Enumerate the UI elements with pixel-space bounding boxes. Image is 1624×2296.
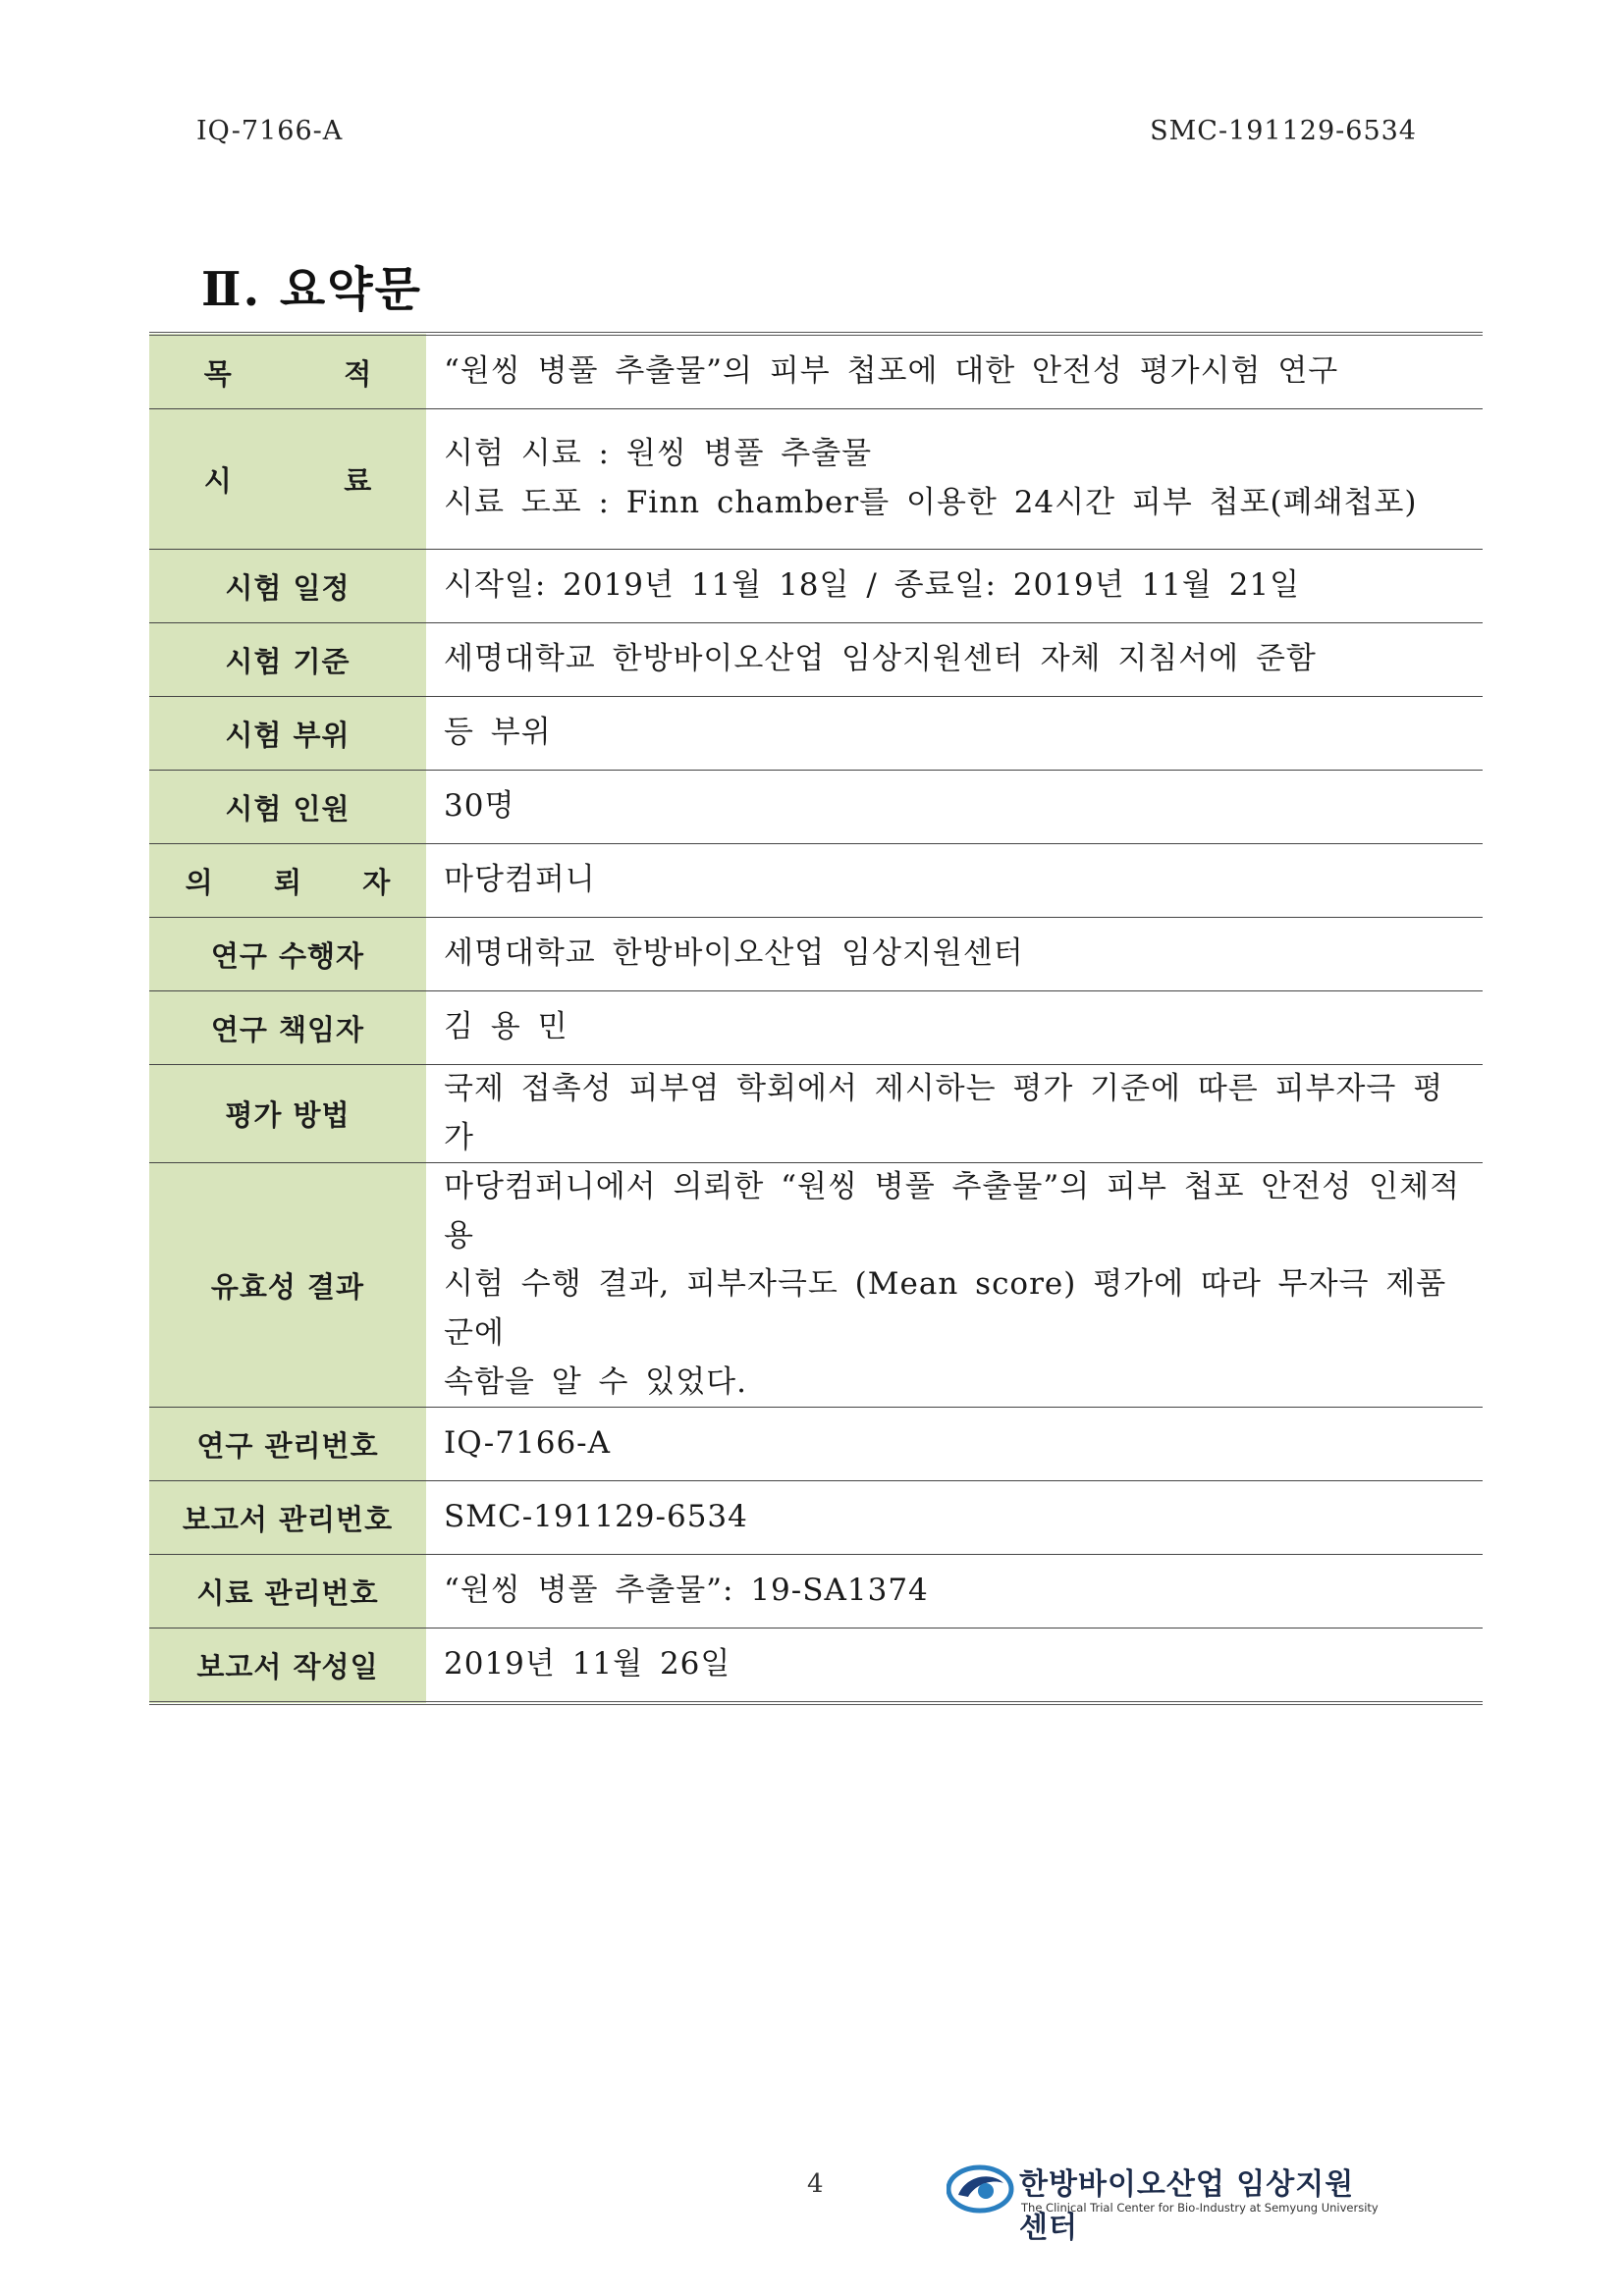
row-value-line: 시험 수행 결과, 피부자극도 (Mean score) 평가에 따라 무자극 제품군에	[444, 1266, 1447, 1351]
row-label: 시험 인원	[149, 771, 426, 844]
logo-title: 한방바이오산업 임상지원센터	[1019, 2167, 1355, 2245]
row-value: 등 부위	[426, 697, 1483, 771]
section-title: Ⅱ. 요약문	[201, 262, 422, 317]
header-report-code: SMC-191129-6534	[1150, 116, 1417, 146]
row-label: 연구 관리번호	[149, 1408, 426, 1481]
row-label: 시험 기준	[149, 623, 426, 697]
row-value-line: 시료 도포 : Finn chamber를 이용한 24시간 피부 첩포(폐쇄첩포)	[444, 485, 1418, 520]
row-value: 30명	[426, 771, 1483, 844]
row-value: 김 용 민	[426, 991, 1483, 1065]
table-row	[149, 623, 1483, 697]
row-value: SMC-191129-6534	[426, 1481, 1483, 1555]
table-row	[149, 409, 1483, 550]
row-label: 평가 방법	[149, 1065, 426, 1163]
row-label: 시료 관리번호	[149, 1555, 426, 1629]
row-label: 보고서 관리번호	[149, 1481, 426, 1555]
row-value: 국제 접촉성 피부염 학회에서 제시하는 평가 기준에 따른 피부자극 평가	[426, 1065, 1483, 1163]
row-label: 연구 책임자	[149, 991, 426, 1065]
table-row	[149, 1163, 1483, 1408]
row-value	[426, 1163, 1483, 1408]
table-row	[149, 1065, 1483, 1163]
row-label-text: 목 적	[203, 356, 423, 391]
row-label: 시험 부위	[149, 697, 426, 771]
table-row	[149, 1555, 1483, 1629]
row-value: 2019년 11월 26일	[444, 1646, 731, 1682]
table-row	[149, 697, 1483, 771]
table-row	[149, 334, 1483, 409]
row-label: 연구 수행자	[149, 918, 426, 991]
row-value	[426, 409, 1483, 550]
page-number: 4	[807, 2169, 824, 2199]
row-label	[149, 844, 426, 918]
table-row	[149, 844, 1483, 918]
table-row	[149, 1481, 1483, 1555]
table-row	[149, 771, 1483, 844]
row-value-line: 마당컴퍼니에서 의뢰한 “원씽 병풀 추출물”의 피부 첩포 안전성 인체적용	[444, 1169, 1461, 1254]
row-label-text: 시 료	[203, 463, 423, 498]
logo-subtitle: The Clinical Trial Center for Bio-Industry at Semyung University	[1021, 2201, 1379, 2215]
table-row	[149, 1629, 1483, 1704]
row-label: 시험 일정	[149, 550, 426, 623]
row-value: 마당컴퍼니	[426, 844, 1483, 918]
row-label-text: 의 뢰 자	[185, 865, 416, 899]
row-value-line: 시험 시료 : 원씽 병풀 추출물	[444, 436, 873, 472]
row-value: IQ-7166-A	[426, 1408, 1483, 1481]
footer-logo	[947, 2160, 1379, 2245]
row-value-line: 속함을 알 수 있었다.	[444, 1363, 747, 1400]
table-row	[149, 918, 1483, 991]
row-label	[149, 409, 426, 550]
header-study-code: IQ-7166-A	[196, 116, 344, 146]
row-value: “원씽 병풀 추출물”: 19-SA1374	[426, 1555, 1483, 1629]
row-value: 세명대학교 한방바이오산업 임상지원센터	[426, 918, 1483, 991]
table-row	[149, 1408, 1483, 1481]
row-value: “원씽 병풀 추출물”의 피부 첩포에 대한 안전성 평가시험 연구	[426, 334, 1483, 409]
row-label	[149, 334, 426, 409]
table-row	[149, 550, 1483, 623]
summary-table	[149, 332, 1483, 1705]
row-value: 시작일: 2019년 11월 18일 / 종료일: 2019년 11월 21일	[426, 550, 1483, 623]
center-logo-icon	[947, 2162, 1017, 2216]
row-value: 세명대학교 한방바이오산업 임상지원센터 자체 지침서에 준함	[426, 623, 1483, 697]
row-label: 유효성 결과	[149, 1163, 426, 1408]
table-row	[149, 991, 1483, 1065]
row-label: 보고서 작성일	[149, 1629, 426, 1704]
